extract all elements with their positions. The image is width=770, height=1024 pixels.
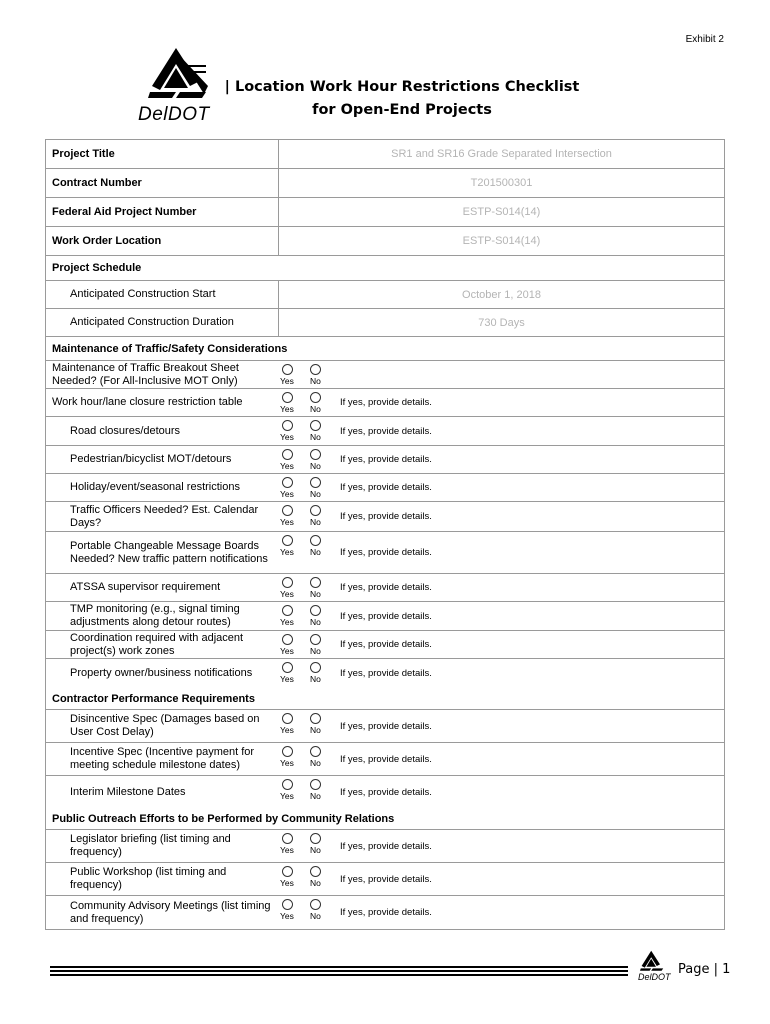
checklist-item [46, 574, 724, 602]
details-field[interactable]: If yes, provide details. [340, 582, 432, 593]
yes-label: Yes [280, 404, 294, 414]
construction-start-label: Anticipated Construction Start [70, 288, 216, 300]
details-field[interactable]: If yes, provide details. [340, 840, 432, 852]
item-label: Pedestrian/bicyclist MOT/detours [70, 453, 232, 465]
yes-no-options [278, 776, 338, 808]
yes-radio[interactable] [282, 866, 293, 877]
yes-no-options [278, 863, 338, 895]
item-label: Legislator briefing (list timing and frequency) [70, 833, 231, 858]
work-order-label: Work Order Location [52, 234, 162, 247]
no-label: No [310, 758, 321, 768]
yes-radio[interactable] [282, 899, 293, 910]
item-label: Work hour/lane closure restriction table [52, 396, 243, 408]
details-field[interactable]: If yes, provide details. [340, 511, 432, 522]
no-radio[interactable] [310, 364, 321, 375]
yes-label: Yes [280, 589, 294, 599]
page-title [222, 76, 582, 122]
no-label: No [310, 878, 321, 888]
yes-no-options [278, 361, 338, 388]
no-radio[interactable] [310, 899, 321, 910]
no-radio[interactable] [310, 833, 321, 844]
yes-label: Yes [280, 911, 294, 921]
no-label: No [310, 517, 321, 527]
yes-no-options [278, 631, 338, 658]
contract-number-row [46, 169, 724, 198]
item-label: Incentive Spec (Incentive payment for meeting schedule milestone dates) [70, 746, 255, 771]
yes-label: Yes [280, 845, 294, 855]
page-number: Page | 1 [678, 962, 731, 977]
outreach-items [46, 830, 724, 929]
no-radio[interactable] [310, 477, 321, 488]
checklist-item [46, 896, 724, 929]
construction-duration-row [46, 309, 724, 337]
yes-radio[interactable] [282, 477, 293, 488]
no-radio[interactable] [310, 505, 321, 516]
footer-rule [50, 966, 628, 978]
outreach-section-row [46, 808, 724, 830]
no-radio[interactable] [310, 866, 321, 877]
checklist-item [46, 659, 724, 688]
details-field[interactable]: If yes, provide details. [340, 454, 432, 465]
no-label: No [310, 674, 321, 684]
yes-radio[interactable] [282, 833, 293, 844]
no-label: No [310, 911, 321, 921]
yes-radio[interactable] [282, 577, 293, 588]
no-label: No [310, 791, 321, 801]
yes-no-options [278, 710, 338, 742]
item-label: Coordination required with adjacent project(s) work zones [70, 631, 244, 657]
project-schedule-heading: Project Schedule [52, 262, 142, 274]
title-line-2: for Open-End Projects [312, 102, 492, 118]
checklist-item [46, 389, 724, 417]
yes-no-options [278, 830, 338, 862]
no-radio[interactable] [310, 779, 321, 790]
no-label: No [310, 845, 321, 855]
yes-radio[interactable] [282, 420, 293, 431]
item-label: Maintenance of Traffic Breakout Sheet Needed? (For All-Inclusive MOT Only) [52, 361, 239, 387]
details-field[interactable]: If yes, provide details. [340, 610, 432, 622]
no-label: No [310, 547, 321, 557]
details-field[interactable]: If yes, provide details. [340, 547, 432, 558]
yes-radio[interactable] [282, 605, 293, 616]
mot-section-row [46, 337, 724, 361]
no-label: No [310, 376, 321, 386]
federal-aid-label: Federal Aid Project Number [52, 205, 197, 218]
no-label: No [310, 404, 321, 414]
yes-radio[interactable] [282, 449, 293, 460]
yes-label: Yes [280, 517, 294, 527]
yes-label: Yes [280, 376, 294, 386]
yes-label: Yes [280, 617, 294, 627]
mot-items [46, 361, 724, 688]
no-radio[interactable] [310, 634, 321, 645]
construction-start-field[interactable]: October 1, 2018 [278, 281, 724, 308]
yes-no-options [278, 574, 338, 601]
checklist-item [46, 502, 724, 532]
project-title-field[interactable]: SR1 and SR16 Grade Separated Intersection [278, 140, 724, 168]
yes-no-options [278, 474, 338, 501]
checklist-item [46, 474, 724, 502]
checklist-item [46, 863, 724, 896]
item-label: Public Workshop (list timing and frequency) [70, 866, 227, 891]
yes-radio[interactable] [282, 662, 293, 673]
no-radio[interactable] [310, 420, 321, 431]
checklist-item [46, 776, 724, 808]
item-label: Property owner/business notifications [70, 667, 253, 679]
details-field[interactable]: If yes, provide details. [340, 425, 432, 437]
item-label: Community Advisory Meetings (list timing and frequency) [70, 899, 271, 925]
no-label: No [310, 589, 321, 599]
yes-no-options [278, 659, 338, 688]
no-radio[interactable] [310, 392, 321, 403]
details-field[interactable]: If yes, provide details. [340, 720, 432, 732]
contractor-section-heading: Contractor Performance Requirements [52, 692, 255, 705]
no-label: No [310, 461, 321, 471]
yes-radio[interactable] [282, 505, 293, 516]
details-field[interactable]: If yes, provide details. [340, 907, 432, 918]
yes-no-options [278, 417, 338, 445]
yes-label: Yes [280, 758, 294, 768]
yes-radio[interactable] [282, 779, 293, 790]
no-radio[interactable] [310, 746, 321, 757]
item-label: Disincentive Spec (Damages based on User Cost Delay) [70, 713, 260, 738]
no-radio[interactable] [310, 535, 321, 546]
contract-number-label: Contract Number [52, 176, 142, 189]
yes-no-options [278, 446, 338, 473]
yes-label: Yes [280, 878, 294, 888]
details-field[interactable]: If yes, provide details. [340, 482, 432, 493]
details-field[interactable]: If yes, provide details. [340, 639, 432, 650]
project-title-label: Project Title [52, 147, 115, 160]
checklist-item [46, 417, 724, 446]
yes-label: Yes [280, 674, 294, 684]
checklist-form [45, 139, 725, 930]
footer-logo-text: DelDOT [638, 972, 671, 982]
construction-duration-label: Anticipated Construction Duration [70, 316, 234, 328]
details-field[interactable]: If yes, provide details. [340, 873, 432, 885]
checklist-item [46, 532, 724, 574]
item-label: Road closures/detours [70, 424, 181, 437]
no-label: No [310, 432, 321, 442]
yes-label: Yes [280, 547, 294, 557]
mot-section-heading: Maintenance of Traffic/Safety Considerations [52, 342, 288, 355]
contractor-items [46, 710, 724, 808]
yes-label: Yes [280, 646, 294, 656]
schedule-heading-row [46, 256, 724, 281]
federal-aid-field[interactable]: ESTP-S014(14) [278, 198, 724, 226]
work-order-row [46, 227, 724, 256]
item-label: Traffic Officers Needed? Est. Calendar Days? [70, 503, 259, 529]
contractor-section-row [46, 688, 724, 710]
yes-radio[interactable] [282, 634, 293, 645]
no-radio[interactable] [310, 577, 321, 588]
yes-radio[interactable] [282, 535, 293, 546]
construction-start-row [46, 281, 724, 309]
deldot-logo [136, 46, 226, 126]
yes-radio[interactable] [282, 364, 293, 375]
checklist-item [46, 743, 724, 776]
construction-duration-field[interactable]: 730 Days [278, 309, 724, 336]
checklist-item [46, 830, 724, 863]
checklist-item [46, 602, 724, 631]
checklist-item [46, 710, 724, 743]
no-radio[interactable] [310, 662, 321, 673]
details-field[interactable]: If yes, provide details. [340, 668, 432, 679]
yes-no-options [278, 896, 338, 929]
project-title-row [46, 140, 724, 169]
work-order-field[interactable]: ESTP-S014(14) [278, 227, 724, 255]
yes-label: Yes [280, 489, 294, 499]
yes-radio[interactable] [282, 392, 293, 403]
checklist-item [46, 361, 724, 389]
checklist-item [46, 631, 724, 659]
yes-no-options [278, 532, 338, 573]
no-label: No [310, 617, 321, 627]
yes-no-options [278, 502, 338, 531]
item-label: Portable Changeable Message Boards Needed? New traffic pattern notifications [70, 539, 268, 565]
federal-aid-row [46, 198, 724, 227]
checklist-item [46, 446, 724, 474]
yes-no-options [278, 602, 338, 630]
details-field[interactable]: If yes, provide details. [340, 786, 432, 798]
title-line-1: | Location Work Hour Restrictions Checklist [224, 79, 580, 95]
contract-number-field[interactable]: T201500301 [278, 169, 724, 197]
exhibit-label: Exhibit 2 [685, 34, 724, 45]
no-label: No [310, 646, 321, 656]
item-label: Holiday/event/seasonal restrictions [70, 481, 240, 493]
yes-label: Yes [280, 432, 294, 442]
no-label: No [310, 489, 321, 499]
no-radio[interactable] [310, 713, 321, 724]
details-field[interactable]: If yes, provide details. [340, 397, 432, 408]
yes-no-options [278, 743, 338, 775]
no-radio[interactable] [310, 605, 321, 616]
footer-logo [638, 950, 674, 986]
yes-label: Yes [280, 461, 294, 471]
yes-radio[interactable] [282, 713, 293, 724]
details-field[interactable]: If yes, provide details. [340, 753, 432, 765]
yes-label: Yes [280, 791, 294, 801]
yes-radio[interactable] [282, 746, 293, 757]
no-label: No [310, 725, 321, 735]
yes-no-options [278, 389, 338, 416]
item-label: ATSSA supervisor requirement [70, 581, 221, 593]
item-label: Interim Milestone Dates [70, 785, 186, 798]
yes-label: Yes [280, 725, 294, 735]
outreach-section-heading: Public Outreach Efforts to be Performed by Community Relations [52, 812, 395, 825]
logo-text: DelDOT [138, 104, 210, 125]
footer-logo-icon [638, 950, 666, 974]
no-radio[interactable] [310, 449, 321, 460]
deldot-logo-icon [146, 46, 210, 106]
item-label: TMP monitoring (e.g., signal timing adjustments along detour routes) [70, 603, 240, 628]
